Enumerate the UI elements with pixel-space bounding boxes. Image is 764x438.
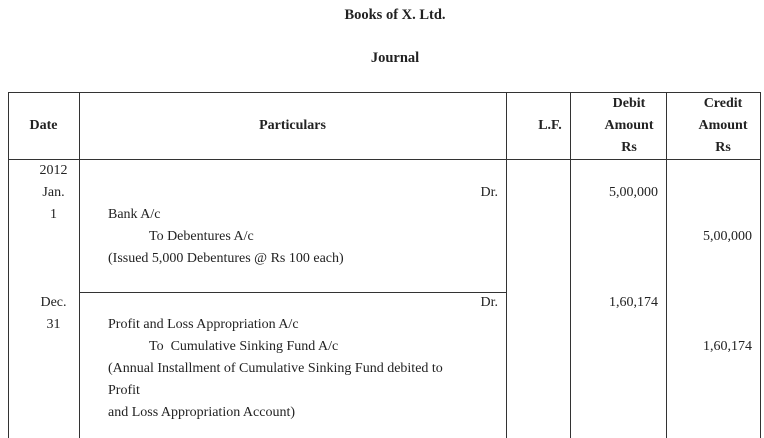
date-month: Jan. (42, 185, 65, 200)
credit-header-line: Amount (698, 118, 748, 133)
narration: (Issued 5,000 Debentures @ Rs 100 each) (108, 251, 344, 266)
credit-header-line: Credit (703, 96, 743, 111)
debit-amount: 1,60,174 (609, 295, 658, 310)
header-bottom-border (8, 159, 760, 160)
narration: (Annual Installment of Cumulative Sinking Fund debited to (108, 361, 443, 376)
debit-account: Profit and Loss Appropriation A/c (108, 317, 299, 332)
table-left-border (8, 92, 9, 438)
credit-account: To Cumulative Sinking Fund A/c (149, 339, 339, 354)
narration: and Loss Appropriation Account) (108, 405, 296, 420)
credit-header (666, 93, 764, 159)
debit-account: Bank A/c (108, 207, 161, 222)
book-title: Books of X. Ltd. (344, 7, 446, 23)
date-day: 31 (46, 317, 61, 332)
journal-title: Journal (370, 50, 420, 66)
debit-header-line: Rs (621, 140, 637, 155)
debit-header-line: Debit (612, 96, 646, 111)
date-month: Dec. (40, 295, 67, 310)
dr-marker: Dr. (480, 185, 498, 200)
debit-amount: 5,00,000 (609, 185, 658, 200)
credit-account: To Debentures A/c (149, 229, 254, 244)
credit-amount: 5,00,000 (703, 229, 752, 244)
debit-header-line: Amount (604, 118, 654, 133)
entry-date (8, 292, 99, 336)
entry-date (8, 160, 99, 226)
dr-marker: Dr. (480, 295, 498, 310)
date-header: Date (29, 118, 58, 133)
narration: Profit (108, 383, 140, 398)
credit-header-line: Rs (715, 140, 731, 155)
particulars-column-divider (506, 92, 507, 438)
lf-header: L.F. (538, 118, 562, 133)
particulars-header: Particulars (259, 118, 326, 133)
date-day: 1 (50, 207, 57, 222)
credit-amount: 1,60,174 (703, 339, 752, 354)
date-year: 2012 (39, 163, 68, 178)
date-column-divider (79, 92, 80, 438)
